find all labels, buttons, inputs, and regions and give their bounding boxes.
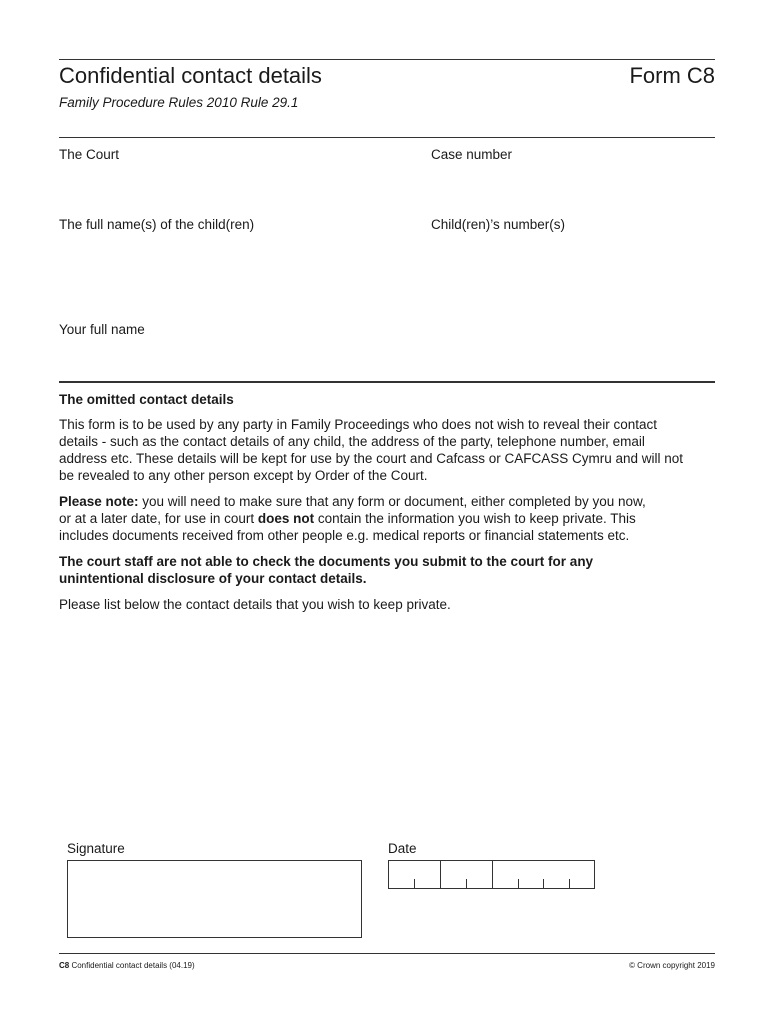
note-bold: Please note: [59,494,139,509]
note-text: or at a later date, for use in court [59,511,258,526]
children-numbers-label: Child(ren)’s number(s) [431,217,566,232]
footer-copyright: © Crown copyright 2019 [629,961,715,970]
top-rule [59,59,715,60]
intro-line: be revealed to any other person except by Order of the Court. [59,468,428,483]
date-separator [440,861,441,888]
date-separator [492,861,493,888]
note-emphasis: does not [257,511,315,526]
note-text: contain the information you wish to keep private. This [314,511,636,526]
form-title: Confidential contact details [59,63,322,88]
warning-line: unintentional disclosure of your contact details. [59,571,367,586]
footer-rule [59,953,715,954]
intro-line: This form is to be used by any party in Family Proceedings who does not wish to reveal their contact [59,417,658,432]
footer-left [59,961,195,970]
note-text: you will need to make sure that any form or document, either completed by you now, [138,494,646,509]
date-tick [466,879,467,888]
footer-code: C8 [59,961,70,970]
note-paragraph [59,493,719,544]
date-tick [569,879,570,888]
children-names-label: The full name(s) of the child(ren) [59,217,255,232]
signature-label: Signature [67,841,125,856]
date-tick [518,879,519,888]
date-tick [543,879,544,888]
date-tick [414,879,415,888]
intro-line: address etc. These details will be kept for use by the court and Cafcass or CAFCASS Cymru and will not [59,451,684,466]
form-number: Form C8 [629,63,715,88]
section-divider [59,381,715,383]
header-divider [59,137,715,138]
court-label: The Court [59,147,120,162]
note-text: includes documents received from other people e.g. medical reports or financial statements etc. [59,528,630,543]
instruction-text: Please list below the contact details that you wish to keep private. [59,597,451,612]
case-number-label: Case number [431,147,513,162]
warning-line: The court staff are not able to check the documents you submit to the court for any [59,554,594,569]
intro-paragraph [59,416,719,484]
date-label: Date [388,841,417,856]
full-name-label: Your full name [59,322,145,337]
date-field[interactable] [388,860,595,889]
signature-field[interactable] [67,860,362,938]
form-subtitle: Family Procedure Rules 2010 Rule 29.1 [59,95,299,110]
section-heading: The omitted contact details [59,392,234,407]
warning-paragraph [59,553,719,587]
footer-title: Confidential contact details (04.19) [69,961,195,970]
intro-line: details - such as the contact details of any child, the address of the party, telephone number, email [59,434,645,449]
